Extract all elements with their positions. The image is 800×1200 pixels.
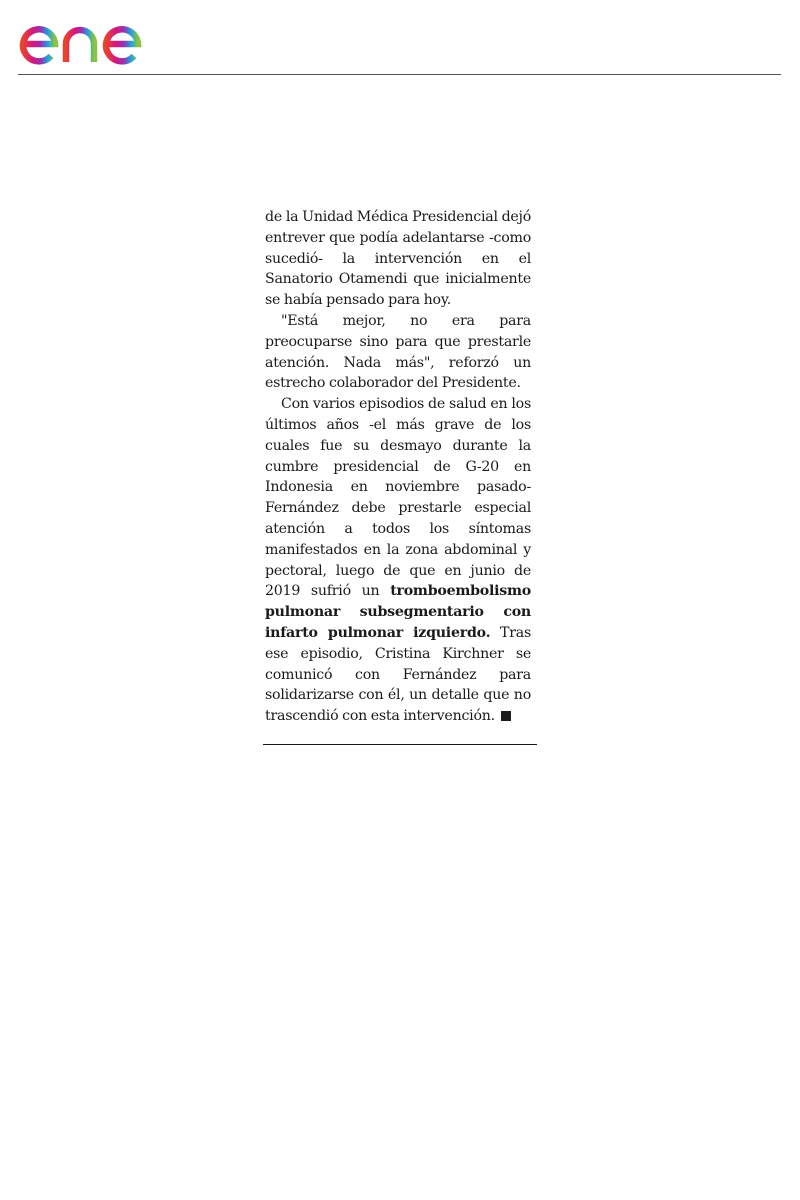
article-paragraph-3 <box>265 394 531 727</box>
paragraph-3-bold-text: tromboembolismo pulmonar subsegmentario con infarto pulmonar izquierdo. <box>265 583 531 641</box>
article-paragraph-1: de la Unidad Médica Presidencial dejó entrever que podía adelantarse -como sucedió- la intervención en el Sanatorio Otamendi que inicialmente se había pensado para hoy. <box>265 209 531 309</box>
article-body <box>265 207 531 727</box>
paragraph-3-text-start: Con varios episodios de salud en los últimos años -el más grave de los cuales fue su desmayo durante la cumbre presidencial de G-20 en Indonesia en noviembre pasado- Fernández debe prestarle especial atención a todos los síntomas manifestados en la zona abdominal y pectoral, luego de que en junio de 2019 sufrió un <box>265 396 531 600</box>
article-paragraph-2: "Está mejor, no era para preocuparse sino para que prestarle atención. Nada más", reforzó un estrecho colaborador del Presidente. <box>265 312 531 392</box>
page-header <box>0 0 800 76</box>
article-bottom-divider <box>263 744 537 745</box>
header-divider <box>18 74 781 75</box>
end-of-article-mark <box>501 711 511 721</box>
enel-logo <box>18 6 180 66</box>
paragraph-3-text-end: Tras ese episodio, Cristina Kirchner se comunicó con Fernández para solidarizarse con él, un detalle que no trascendió con esta intervención. <box>265 624 531 725</box>
